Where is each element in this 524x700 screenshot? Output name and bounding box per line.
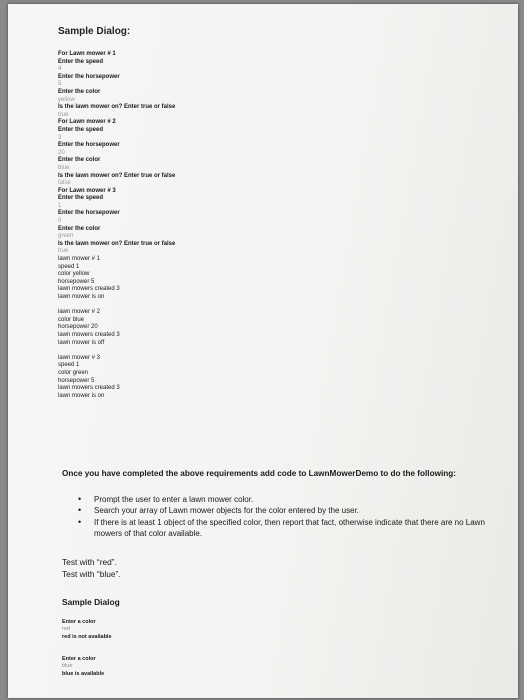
console-line-prompt: For Lawn mower # 1 bbox=[58, 51, 116, 57]
bullet-icon: • bbox=[78, 505, 82, 516]
console-line-prompt: Enter the color bbox=[58, 157, 101, 164]
console-line-prompt: Enter the color bbox=[58, 225, 101, 232]
console-line-input: green bbox=[58, 233, 74, 240]
console-line-out: lawn mowers created 3 bbox=[58, 385, 120, 392]
requirements-list bbox=[78, 494, 498, 539]
console-line-prompt: Enter the speed bbox=[58, 58, 104, 65]
console-line-prompt: Is the lawn mower on? Enter true or false bbox=[58, 172, 176, 179]
console-line-prompt: Enter the speed bbox=[58, 126, 104, 133]
console-line-out: lawn mowers created 3 bbox=[58, 286, 120, 293]
console-line-out: color yellow bbox=[58, 271, 90, 278]
bullet-icon: • bbox=[78, 516, 82, 527]
console-line-prompt: For Lawn mower # 3 bbox=[58, 187, 116, 194]
console-line-input: 5 bbox=[58, 81, 62, 88]
console-line-prompt: Enter the horsepower bbox=[58, 210, 120, 217]
console-line-prompt: Is the lawn mower on? Enter true or false bbox=[58, 104, 176, 111]
console-line-input: 3 bbox=[58, 134, 62, 141]
console-line-prompt: For Lawn mower # 2 bbox=[58, 119, 116, 126]
console-line-out: color green bbox=[58, 369, 89, 376]
sample-dialog-blue bbox=[62, 656, 104, 678]
console-line-input: yellow bbox=[58, 96, 75, 103]
console-line-blank bbox=[58, 302, 175, 310]
console-line-out: horsepower 20 bbox=[58, 324, 98, 331]
console-line-out: speed 1 bbox=[58, 263, 80, 270]
console-line-input: 20 bbox=[58, 149, 65, 156]
dialog-blue-line-prompt: Enter a color bbox=[62, 656, 96, 662]
test-instruction-red: Test with “red”. bbox=[62, 557, 117, 567]
console-line-prompt: Enter the horsepower bbox=[58, 142, 120, 149]
console-line-input: true bbox=[58, 111, 69, 118]
requirement-item bbox=[78, 494, 498, 505]
test-instruction-blue: Test with “blue”. bbox=[62, 569, 121, 579]
dialog-red-line-input: red bbox=[62, 626, 70, 633]
console-line-out: horsepower 5 bbox=[58, 377, 95, 384]
console-line-out: lawn mowers created 3 bbox=[58, 331, 120, 338]
document-page bbox=[8, 4, 518, 698]
page-title: Sample Dialog: bbox=[58, 26, 131, 37]
console-line-prompt: Enter the horsepower bbox=[58, 73, 120, 80]
console-line-prompt: Enter the color bbox=[58, 88, 101, 95]
console-line-out: color blue bbox=[58, 316, 85, 323]
console-line-input: false bbox=[58, 180, 71, 187]
console-line-input: 4 bbox=[58, 66, 62, 73]
console-line-out: lawn mower is on bbox=[58, 294, 105, 300]
requirement-text: Search your array of Lawn mower objects for the color entered by the user. bbox=[94, 506, 360, 516]
console-line-out: lawn mower is on bbox=[58, 392, 105, 399]
console-line-input: blue bbox=[58, 164, 70, 171]
bullet-icon: • bbox=[78, 494, 82, 504]
console-line-out: lawn mower # 3 bbox=[58, 354, 101, 361]
console-line-out: lawn mower # 1 bbox=[58, 256, 101, 263]
console-output bbox=[58, 51, 175, 400]
console-line-out: lawn mower is off bbox=[58, 339, 105, 346]
console-line-out: horsepower 5 bbox=[58, 278, 95, 285]
console-line-input: 0 bbox=[58, 218, 62, 225]
dialog-red-line-prompt: red is not available bbox=[62, 633, 112, 640]
dialog-blue-line-prompt: blue is available bbox=[62, 670, 105, 677]
dialog-blue-line-input: blue bbox=[62, 663, 73, 670]
requirements-heading: Once you have completed the above requirements add code to LawnMowerDemo to do the following: bbox=[62, 469, 456, 478]
requirement-item bbox=[78, 517, 498, 540]
requirement-text: If there is at least 1 object of the specified color, then report that fact, otherwise indicate that there are no Lawn mowers of that color available. bbox=[94, 517, 485, 538]
requirement-item bbox=[78, 505, 498, 516]
console-line-out: lawn mower # 2 bbox=[58, 309, 101, 316]
console-line-input: 1 bbox=[58, 202, 62, 209]
sample-dialog-heading: Sample Dialog bbox=[62, 597, 120, 607]
dialog-red-line-prompt: Enter a color bbox=[62, 619, 96, 625]
console-line-blank bbox=[58, 347, 175, 355]
console-line-prompt: Enter the speed bbox=[58, 195, 104, 202]
console-line-input: true bbox=[58, 248, 69, 255]
requirement-text: Prompt the user to enter a lawn mower color. bbox=[94, 495, 254, 504]
console-line-out: speed 1 bbox=[58, 362, 80, 369]
sample-dialog-red bbox=[62, 619, 112, 641]
console-line-prompt: Is the lawn mower on? Enter true or false bbox=[58, 240, 176, 247]
